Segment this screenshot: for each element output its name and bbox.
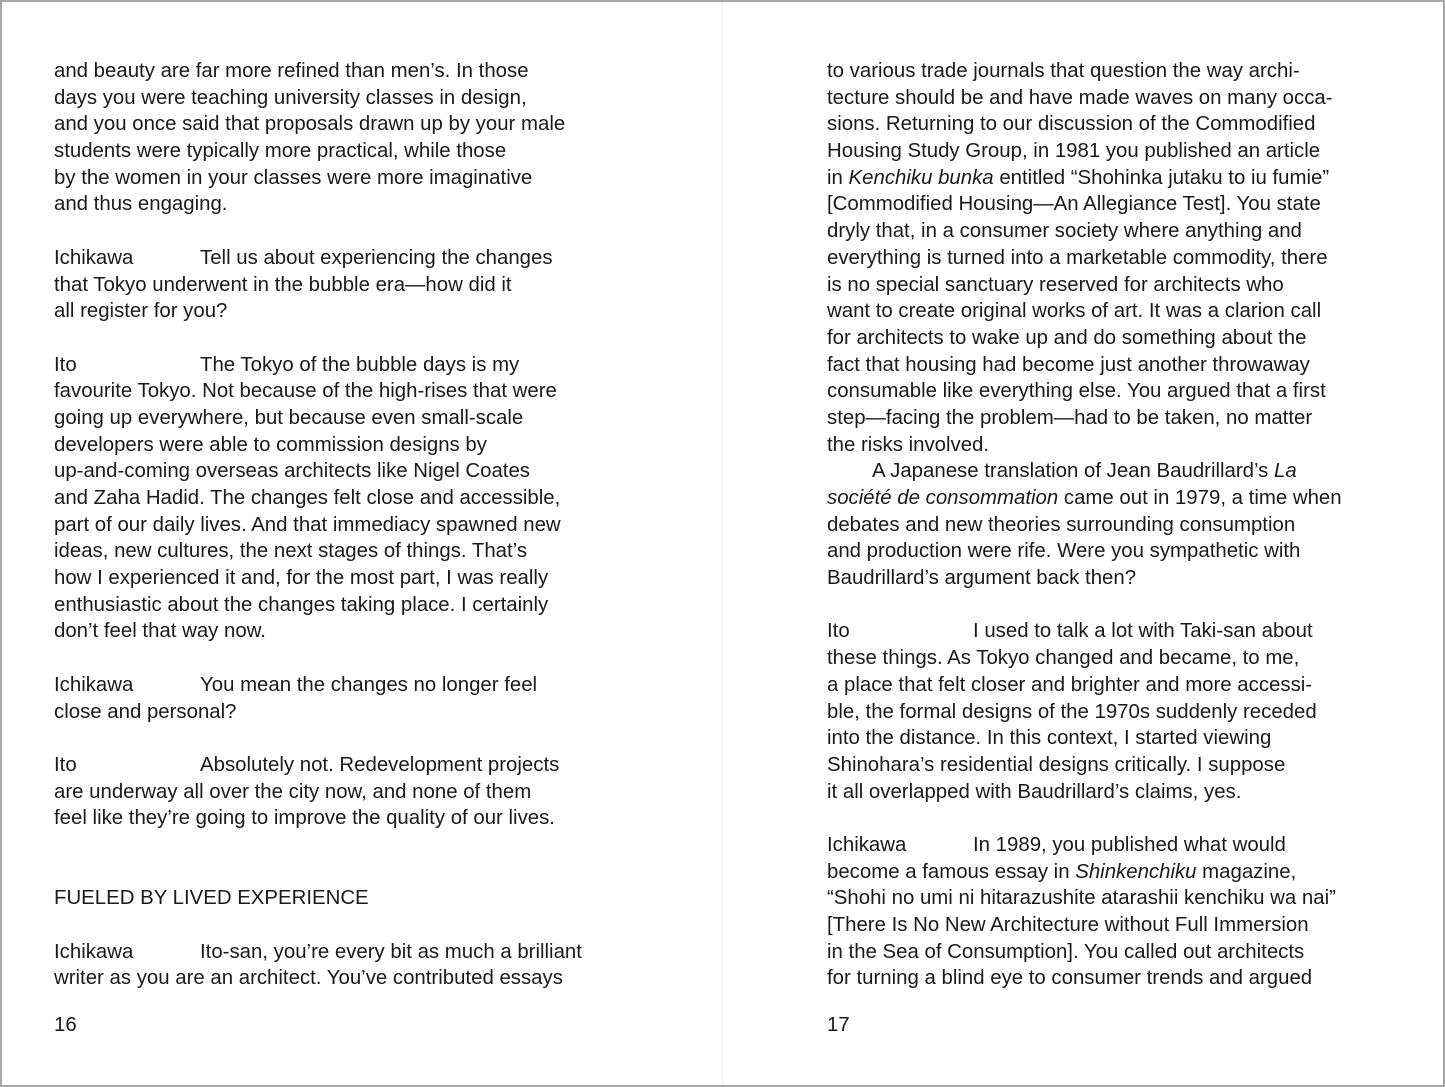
text-line: tecture should be and have made waves on many occa- (827, 86, 1333, 109)
text-fragment: A Japanese translation of Jean Baudrillard’s (872, 460, 1275, 483)
italic-title: Shinkenchiku (1075, 860, 1197, 883)
section-heading: FUELED BY LIVED EXPERIENCE (54, 887, 369, 910)
text-line: step—facing the problem—had to be taken, no matter (827, 406, 1313, 429)
dialogue-text: Absolutely not. Redevelopment projects (200, 753, 560, 776)
text-line (827, 165, 1342, 192)
text-line: is no special sanctuary reserved for architects who (827, 273, 1284, 296)
text-fragment: entitled “Shohinka jutaku to iu fumie” (993, 166, 1330, 189)
left-page (2, 2, 722, 1085)
text-line: [Commodified Housing—An Allegiance Test]. You state (827, 193, 1321, 216)
dialogue-line (827, 832, 1342, 859)
text-line: Housing Study Group, in 1981 you published an article (827, 140, 1321, 163)
dialogue-text: You mean the changes no longer feel (200, 673, 538, 696)
dialogue-line (54, 245, 582, 272)
dialogue-text: In 1989, you published what would (973, 833, 1286, 856)
text-line: to various trade journals that question the way archi- (827, 60, 1300, 82)
right-page-text (827, 58, 1342, 992)
text-line: close and personal? (54, 700, 237, 723)
speaker-name: Ito (54, 753, 77, 776)
dialogue-text: Ito-san, you’re every bit as much a brilliant (200, 940, 582, 963)
text-line: feel like they’re going to improve the quality of our lives. (54, 807, 555, 830)
text-line (827, 485, 1342, 512)
text-line: it all overlapped with Baudrillard’s claims, yes. (827, 780, 1242, 803)
text-line (827, 859, 1342, 886)
speaker-name: Ichikawa (54, 940, 134, 963)
text-line: and production were rife. Were you sympathetic with (827, 540, 1301, 563)
dialogue-text: I used to talk a lot with Taki-san about (973, 620, 1313, 643)
dialogue-line (54, 752, 582, 779)
text-line: [There Is No New Architecture without Full Immersion (827, 914, 1309, 936)
text-line: everything is turned into a marketable commodity, there (827, 246, 1328, 269)
text-line: these things. As Tokyo changed and became, to me, (827, 647, 1300, 670)
text-line: want to create original works of art. It was a clarion call (827, 300, 1322, 323)
speaker-name: Ichikawa (54, 673, 134, 696)
text-line: and Zaha Hadid. The changes felt close and accessible, (54, 487, 561, 509)
text-line: ideas, new cultures, the next stages of things. That’s (54, 540, 528, 563)
text-line: that Tokyo underwent in the bubble era—how did it (54, 273, 512, 296)
italic-title: Kenchiku bunka (848, 166, 994, 189)
speaker-name: Ito (54, 353, 77, 376)
dialogue-text: The Tokyo of the bubble days is my (200, 353, 520, 376)
text-line: dryly that, in a consumer society where anything and (827, 220, 1302, 243)
italic-title: société de consommation (827, 487, 1059, 509)
text-fragment: magazine, (1196, 860, 1297, 883)
text-line: up-and-coming overseas architects like Nigel Coates (54, 460, 531, 483)
text-line: a place that felt closer and brighter and more accessi- (827, 673, 1313, 696)
text-line: “Shohi no umi ni hitarazushite atarashii kenchiku wa nai” (827, 887, 1336, 910)
text-line: all register for you? (54, 300, 228, 323)
page-number: 16 (54, 1014, 77, 1036)
dialogue-line (827, 618, 1342, 645)
text-line: the risks involved. (827, 433, 990, 456)
text-fragment: in (827, 166, 849, 189)
text-line: and beauty are far more refined than men’s. In those (54, 60, 529, 82)
text-line: in the Sea of Consumption]. You called out architects (827, 940, 1305, 963)
dialogue-line (54, 672, 582, 699)
text-line: ble, the formal designs of the 1970s suddenly receded (827, 700, 1317, 723)
text-fragment: become a famous essay in (827, 860, 1076, 883)
text-line: and thus engaging. (54, 193, 228, 216)
text-line: for turning a blind eye to consumer trends and argued (827, 967, 1313, 990)
text-line: days you were teaching university classes in design, (54, 86, 527, 109)
italic-title: La (1274, 460, 1297, 483)
text-line: debates and new theories surrounding consumption (827, 513, 1296, 536)
text-line: Baudrillard’s argument back then? (827, 567, 1137, 590)
text-line: for architects to wake up and do something about the (827, 326, 1307, 349)
text-line: favourite Tokyo. Not because of the high-rises that were (54, 380, 557, 403)
dialogue-line (54, 352, 582, 379)
text-line: into the distance. In this context, I started viewing (827, 727, 1272, 750)
text-line: going up everywhere, but because even small-scale (54, 406, 524, 429)
left-page-text (54, 58, 582, 992)
page-number: 17 (827, 1014, 850, 1036)
text-line: sions. Returning to our discussion of the Commodified (827, 113, 1316, 136)
text-fragment: came out in 1979, a time when (1058, 487, 1342, 509)
text-line: don’t feel that way now. (54, 620, 266, 643)
text-line: Shinohara’s residential designs critically. I suppose (827, 753, 1286, 776)
text-line: fact that housing had become just another throwaway (827, 353, 1310, 376)
text-line: students were typically more practical, while those (54, 140, 507, 163)
text-line: by the women in your classes were more imaginative (54, 166, 533, 189)
text-line: developers were able to commission designs by (54, 433, 487, 456)
text-line: part of our daily lives. And that immediacy spawned new (54, 513, 561, 536)
text-line (827, 458, 1342, 485)
text-line: writer as you are an architect. You’ve contributed essays (54, 967, 563, 990)
text-line: consumable like everything else. You argued that a first (827, 380, 1326, 403)
dialogue-line (54, 939, 582, 966)
speaker-name: Ichikawa (54, 246, 134, 269)
dialogue-text: Tell us about experiencing the changes (200, 246, 553, 269)
text-line: how I experienced it and, for the most part, I was really (54, 567, 549, 590)
text-line: enthusiastic about the changes taking place. I certainly (54, 593, 549, 616)
text-line: and you once said that proposals drawn up by your male (54, 113, 566, 136)
right-page (722, 2, 1443, 1085)
speaker-name: Ichikawa (827, 833, 907, 856)
text-line: are underway all over the city now, and none of them (54, 780, 532, 803)
speaker-name: Ito (827, 620, 850, 643)
